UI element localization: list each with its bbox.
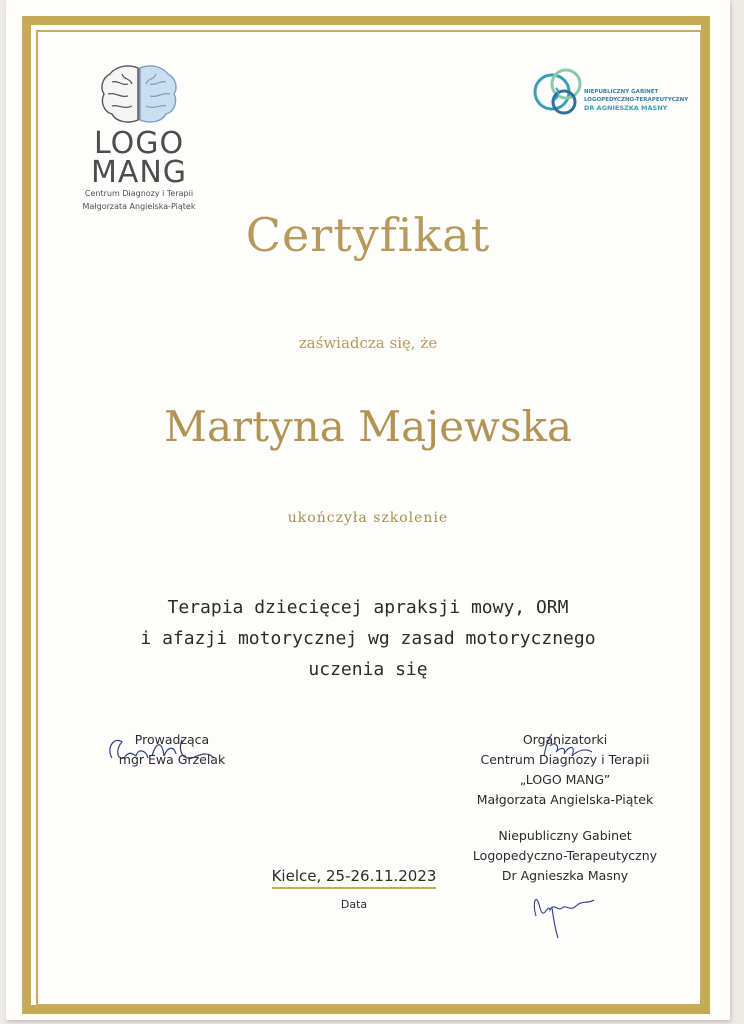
spacer	[450, 810, 680, 826]
logo-word-1: LOGO	[93, 126, 185, 161]
speech-rings-icon	[530, 62, 590, 122]
date-label: Data	[340, 898, 368, 911]
logo-masny-line-1: NIEPUBLICZNY GABINET	[584, 89, 659, 95]
org2-line-2: Logopedyczno-Terapeutyczny	[472, 848, 658, 863]
completed-text: ukończyła szkolenie	[287, 510, 449, 526]
course-title-line-3: uczenia się	[308, 659, 428, 680]
org2-line-3: Dr Agnieszka Masny	[501, 868, 629, 883]
logo-subtitle-2: Małgorzata Angielska-Piątek	[82, 202, 196, 211]
signature-icon	[522, 882, 602, 942]
logo-word-2: MANG	[90, 155, 188, 190]
date-value: Kielce, 25-26.11.2023	[272, 867, 437, 889]
org2-line-1: Niepubliczny Gabinet	[498, 828, 632, 843]
course-title-line-2: i afazji motorycznej wg zasad motorycznego	[140, 628, 596, 649]
certificate-title: Certyfikat	[245, 208, 491, 262]
logo-subtitle-1: Centrum Diagnozy i Terapii	[84, 189, 194, 198]
logo-mang	[74, 62, 204, 212]
certificate-sheet	[6, 0, 730, 1020]
course-title-line-1: Terapia dziecięcej apraksji mowy, ORM	[167, 597, 569, 618]
brain-icon	[98, 62, 180, 128]
organizers-block	[450, 730, 680, 886]
date-block	[254, 866, 454, 911]
organizers-label: Organizatorki	[522, 732, 608, 747]
instructor-label: Prowadząca	[134, 732, 210, 747]
course-title	[6, 592, 730, 685]
org1-line-2: „LOGO MANG”	[519, 772, 611, 787]
org1-line-1: Centrum Diagnozy i Terapii	[480, 752, 650, 767]
recipient-name: Martyna Majewska	[163, 402, 573, 451]
logo-masny-text	[584, 88, 688, 113]
instructor-block	[102, 730, 242, 770]
logo-masny	[530, 62, 700, 122]
intro-text: zaświadcza się, że	[298, 334, 438, 352]
instructor-name: mgr Ewa Grzelak	[118, 752, 226, 767]
logo-masny-line-3: DR AGNIESZKA MASNY	[584, 104, 668, 112]
logo-masny-line-2: LOGOPEDYCZNO-TERAPEUTYCZNY	[584, 97, 689, 103]
org1-line-3: Małgorzata Angielska-Piątek	[476, 792, 654, 807]
